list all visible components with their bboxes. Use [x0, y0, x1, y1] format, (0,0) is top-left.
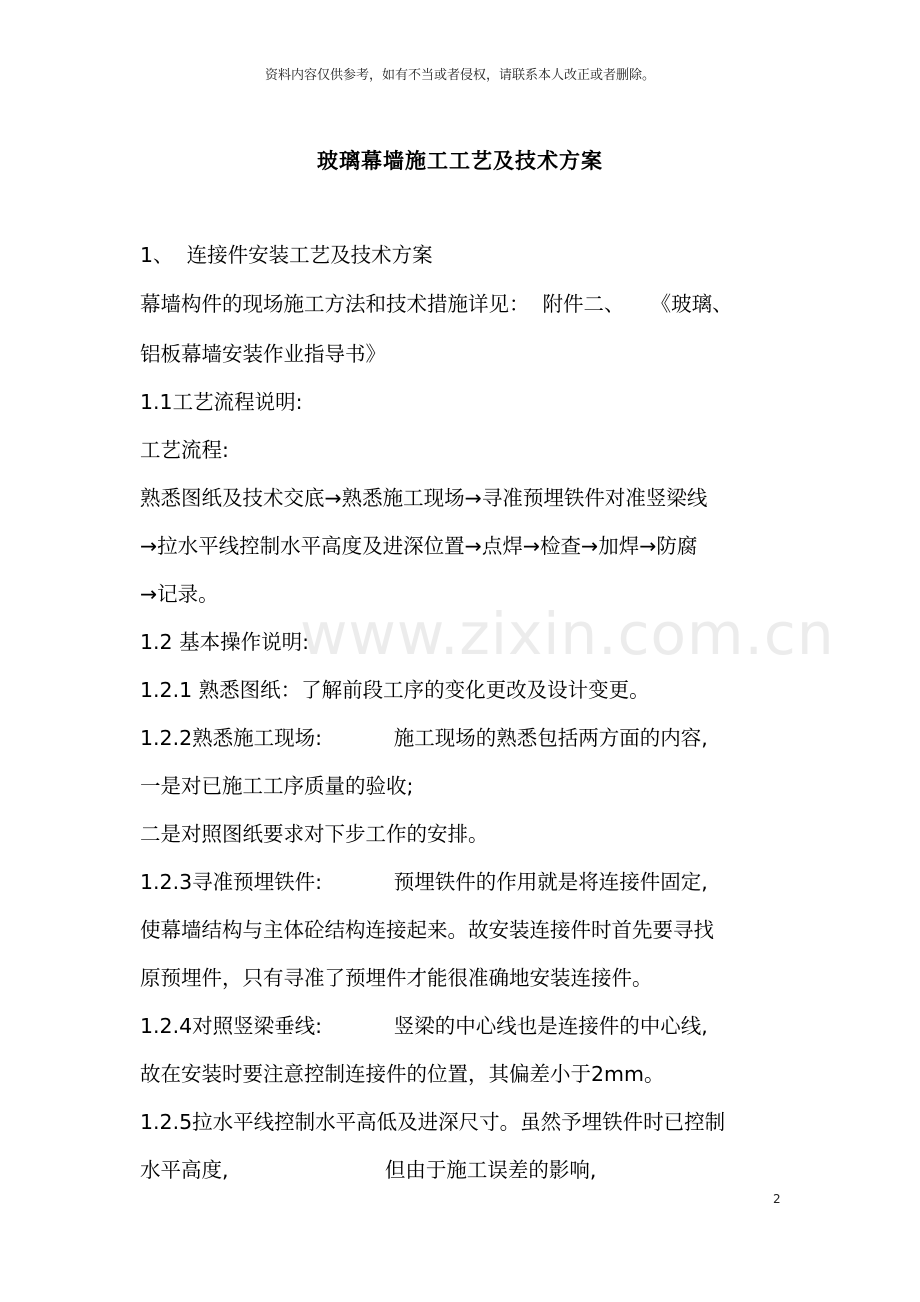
body-line: 1.2.3寻准预埋铁件: 预埋铁件的作用就是将连接件固定,	[140, 870, 708, 894]
body-line: 1.1工艺流程说明:	[140, 390, 303, 414]
document-title: 玻璃幕墙施工工艺及技术方案	[317, 149, 603, 173]
body-line: 1.2.5拉水平线控制水平高低及进深尺寸。虽然予埋铁件时已控制	[140, 1110, 726, 1134]
body-line: 故在安装时要注意控制连接件的位置，其偏差小于2mm。	[140, 1062, 665, 1086]
body-line: →拉水平线控制水平高度及进深位置→点焊→检查→加焊→防腐	[140, 534, 698, 558]
body-line: 1.2.1 熟悉图纸：了解前段工序的变化更改及设计变更。	[140, 678, 650, 702]
page-number: 2	[773, 1192, 781, 1206]
body-line: 1.2 基本操作说明:	[140, 630, 310, 654]
body-line: 1.2.2熟悉施工现场: 施工现场的熟悉包括两方面的内容,	[140, 726, 708, 750]
body-line: 1、 连接件安装工艺及技术方案	[140, 243, 433, 267]
body-line: 原预埋件，只有寻准了预埋件才能很准确地安装连接件。	[140, 966, 653, 990]
watermark: www.zixin.com.cn	[300, 600, 835, 668]
body-line: 工艺流程:	[140, 438, 229, 462]
body-line: 水平高度, 但由于施工误差的影响,	[140, 1158, 597, 1182]
disclaimer: 资料内容仅供参考，如有不当或者侵权，请联系本人改正或者删除。	[264, 68, 655, 83]
body-line: 熟悉图纸及技术交底→熟悉施工现场→寻准预埋铁件对准竖梁线	[140, 486, 708, 510]
body-line: 幕墙构件的现场施工方法和技术措施详见： 附件二、 《玻璃、	[140, 292, 733, 316]
body-line: 铝板幕墙安装作业指导书》	[140, 342, 386, 366]
body-line: →记录。	[140, 582, 219, 606]
body-line: 1.2.4对照竖梁垂线: 竖梁的中心线也是连接件的中心线,	[140, 1014, 708, 1038]
body-line: 使幕墙结构与主体砼结构连接起来。故安装连接件时首先要寻找	[140, 918, 714, 942]
body-line: 二是对照图纸要求对下步工作的安排。	[140, 822, 489, 846]
body-line: 一是对已施工工序质量的验收;	[140, 774, 414, 798]
